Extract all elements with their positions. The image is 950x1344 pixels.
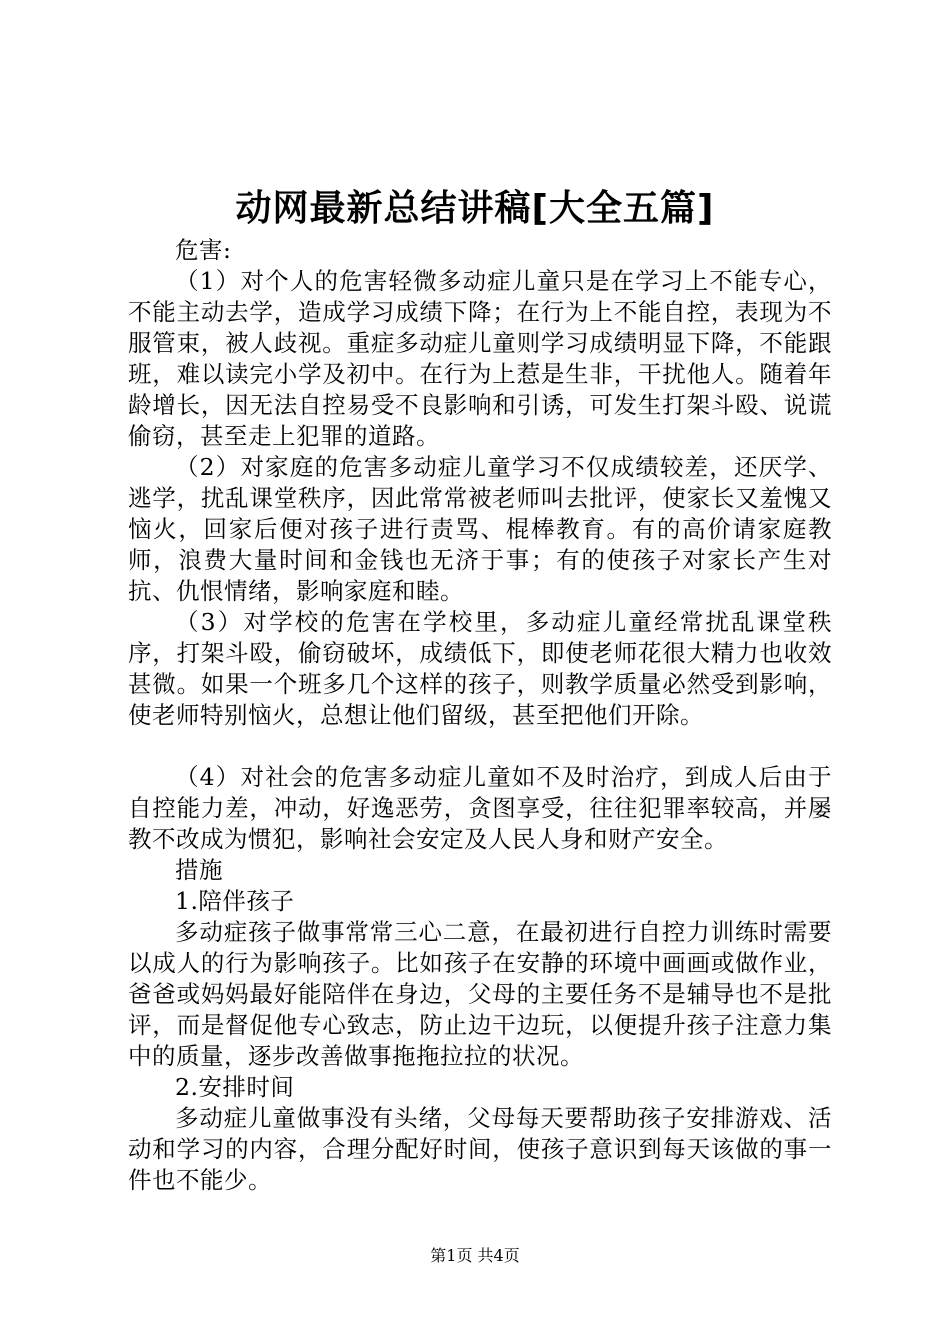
page-footer: 第1页 共4页 (430, 1246, 520, 1265)
harm-label: 危害: (175, 236, 232, 264)
paragraph-school-harm: （3）对学校的危害在学校里，多动症儿童经常扰乱课堂秩序，打架斗殴，偷窃破坏，成绩低下，即使老师花很大精力也收效甚微。如果一个班多几个这样的孩子，则教学质量必然受到影响，使老师特别恼火，总想让他们留级，甚至把他们开除。 (128, 608, 832, 729)
paragraph-society-harm: （4）对社会的危害多动症儿童如不及时治疗，到成人后由于自控能力差，冲动，好逸恶劳，贪图享受，往往犯罪率较高，并屡教不改成为惯犯，影响社会安定及人民人身和财产安全。 (128, 763, 832, 853)
paragraph-spacer (128, 731, 832, 762)
document-body (128, 235, 832, 1196)
paragraph-personal-harm: （1）对个人的危害轻微多动症儿童只是在学习上不能专心，不能主动去学，造成学习成绩下降；在行为上不能自控，表现为不服管束，被人歧视。重症多动症儿童则学习成绩明显下降，不能跟班，难以读完小学及初中。在行为上惹是生非，干扰他人。随着年龄增长，因无法自控易受不良影响和引诱，可发生打架斗殴、说谎偷窃，甚至走上犯罪的道路。 (128, 267, 832, 450)
measure-2-text: 多动症儿童做事没有头绪，父母每天要帮助孩子安排游戏、活动和学习的内容，合理分配好时间，使孩子意识到每天该做的事一件也不能少。 (128, 1104, 832, 1194)
measure-1-text: 多动症孩子做事常常三心二意，在最初进行自控力训练时需要以成人的行为影响孩子。比如孩子在安静的环境中画画或做作业，爸爸或妈妈最好能陪伴在身边，父母的主要任务不是辅导也不是批评，而是督促他专心致志，防止边干边玩，以便提升孩子注意力集中的质量，逐步改善做事拖拖拉拉的状况。 (128, 918, 832, 1070)
measures-label: 措施 (175, 856, 223, 884)
paragraph-family-harm: （2）对家庭的危害多动症儿童学习不仅成绩较差，还厌学、逃学，扰乱课堂秩序，因此常常被老师叫去批评，使家长又羞愧又恼火，回家后便对孩子进行责骂、棍棒教育。有的高价请家庭教师，浪费大量时间和金钱也无济于事；有的使孩子对家长产生对抗、仇恨情绪，影响家庭和睦。 (128, 453, 832, 605)
measure-2-heading: 2.安排时间 (175, 1073, 295, 1101)
measure-1-heading: 1.陪伴孩子 (175, 887, 295, 915)
document-title: 动网最新总结讲稿[大全五篇] (235, 188, 715, 229)
